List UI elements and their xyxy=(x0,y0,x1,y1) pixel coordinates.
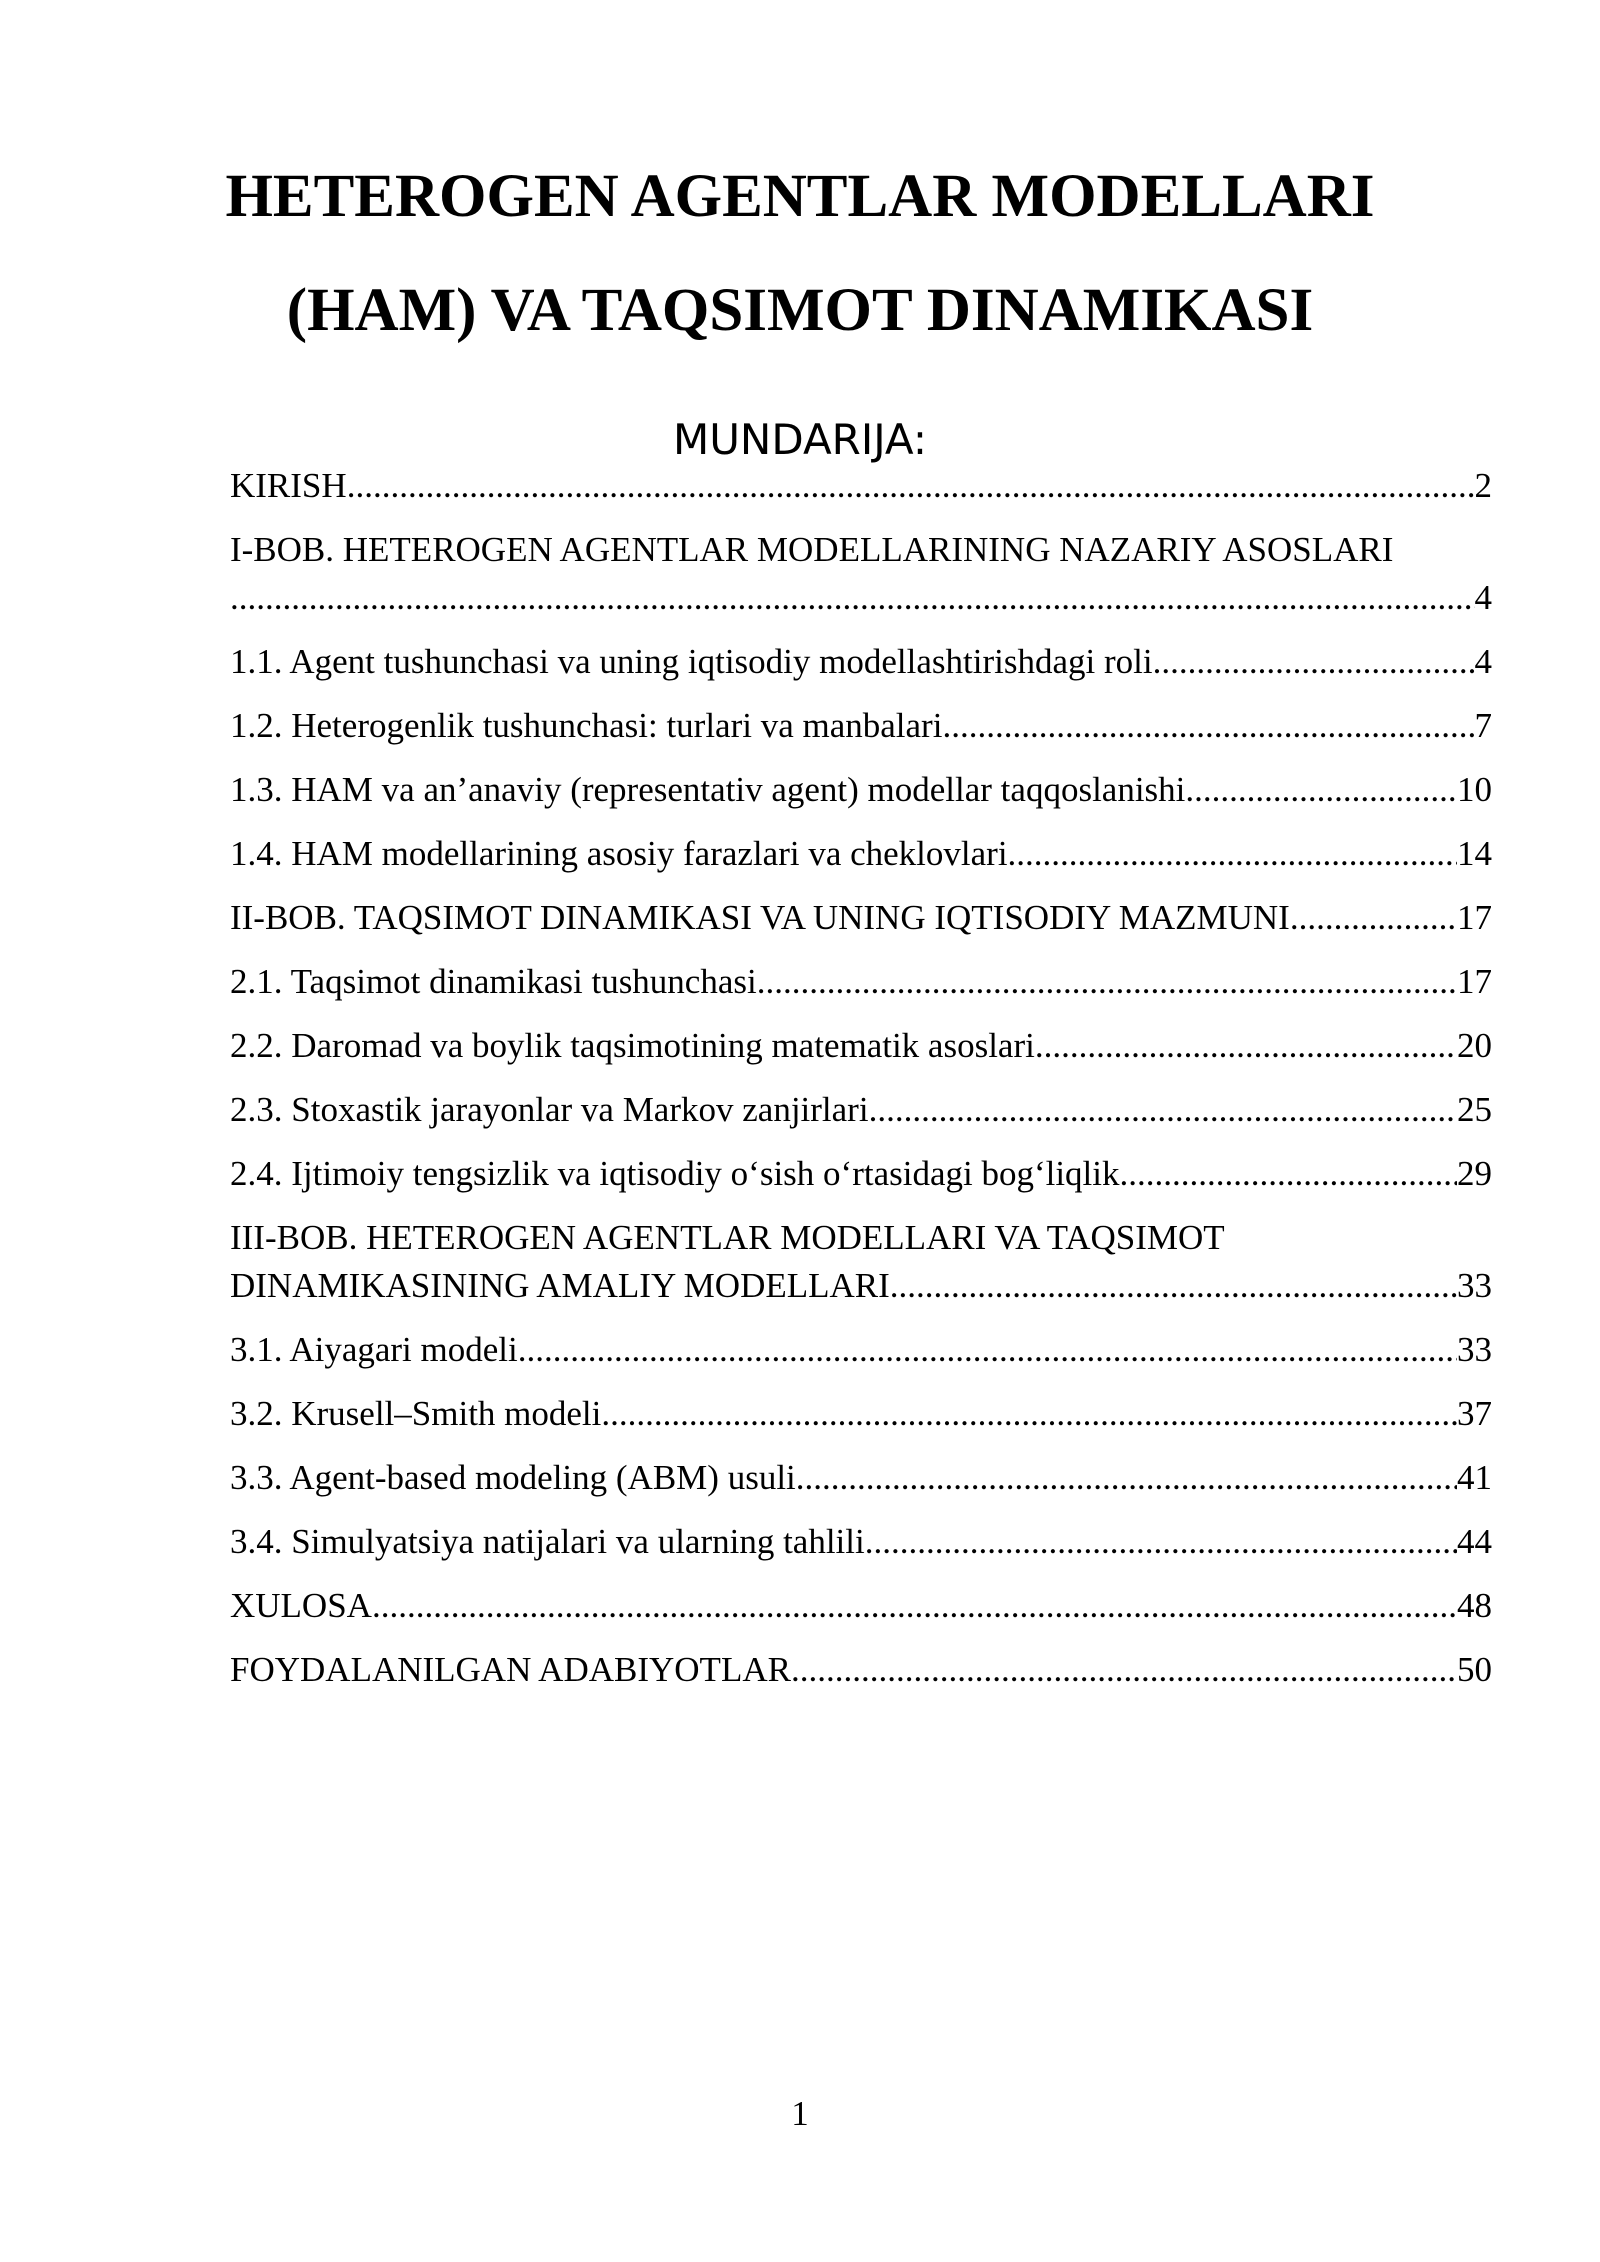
toc-entry-page: 37 xyxy=(1457,1394,1492,1433)
toc-leader-dots xyxy=(869,1086,1457,1134)
toc-entry-label: II-BOB. TAQSIMOT DINAMIKASI VA UNING IQTISODIY MAZMUNI xyxy=(230,898,1290,937)
toc-entry-label: 2.2. Daromad va boylik taqsimotining matematik asoslari xyxy=(230,1026,1035,1065)
toc-leader-dots xyxy=(890,1262,1457,1310)
toc-entry-page: 33 xyxy=(1457,1266,1492,1305)
title-line-2: (HAM) VA TAQSIMOT DINAMIKASI xyxy=(286,277,1314,344)
toc-leader-dots xyxy=(1035,1022,1457,1070)
toc-entry-3-1[interactable] xyxy=(230,1326,1492,1374)
toc-entry-2-2[interactable] xyxy=(230,1022,1492,1070)
toc-entry-label: 3.2. Krusell–Smith modeli xyxy=(230,1394,602,1433)
toc-entry-page: 20 xyxy=(1457,1026,1492,1065)
toc-entry-2-1[interactable] xyxy=(230,958,1492,1006)
toc-entry-3-4[interactable] xyxy=(230,1518,1492,1566)
toc-leader-dots xyxy=(601,1390,1457,1438)
toc-entry-bob-1[interactable] xyxy=(230,526,1492,622)
toc-entry-label: XULOSA xyxy=(230,1586,372,1625)
toc-entry-label: 1.1. Agent tushunchasi va uning iqtisodiy modellashtirishdagi roli xyxy=(230,642,1153,681)
toc-entry-page: 14 xyxy=(1457,834,1492,873)
toc-leader-dots xyxy=(942,702,1474,750)
toc-entry-page: 50 xyxy=(1457,1650,1492,1689)
toc-entry-adabiyotlar[interactable] xyxy=(230,1646,1492,1694)
toc-entry-bob-3[interactable] xyxy=(230,1214,1492,1310)
toc-entry-label: 2.4. Ijtimoiy tengsizlik va iqtisodiy oʻsish oʻrtasidagi bogʻliqlik xyxy=(230,1154,1120,1193)
toc-entry-label: 3.3. Agent-based modeling (ABM) usuli xyxy=(230,1458,796,1497)
toc-entry-label-line-1: III-BOB. HETEROGEN AGENTLAR MODELLARI VA TAQSIMOT xyxy=(230,1218,1225,1257)
toc-entry-label: 3.4. Simulyatsiya natijalari va ularning tahlili xyxy=(230,1522,865,1561)
toc-entry-2-3[interactable] xyxy=(230,1086,1492,1134)
toc-entry-page: 17 xyxy=(1457,898,1492,937)
toc-entry-label: 2.3. Stoxastik jarayonlar va Markov zanjirlari xyxy=(230,1090,869,1129)
toc-entry-3-3[interactable] xyxy=(230,1454,1492,1502)
toc-entry-1-1[interactable] xyxy=(230,638,1492,686)
toc-entry-1-3[interactable] xyxy=(230,766,1492,814)
page-number: 1 xyxy=(791,2094,809,2133)
toc-entry-page: 48 xyxy=(1457,1586,1492,1625)
toc-entry-1-2[interactable] xyxy=(230,702,1492,750)
toc-entry-2-4[interactable] xyxy=(230,1150,1492,1198)
toc-entry-label: 3.1. Aiyagari modeli xyxy=(230,1330,518,1369)
toc-entry-page: 4 xyxy=(1474,642,1492,681)
document-title xyxy=(0,140,1600,368)
toc-leader-dots xyxy=(347,462,1475,510)
toc-leader-dots xyxy=(757,958,1457,1006)
toc-entry-1-4[interactable] xyxy=(230,830,1492,878)
toc-leader-dots xyxy=(791,1646,1457,1694)
toc-entry-kirish[interactable] xyxy=(230,462,1492,510)
toc-entry-page: 29 xyxy=(1457,1154,1492,1193)
toc-entry-label: I-BOB. HETEROGEN AGENTLAR MODELLARINING NAZARIY ASOSLARI xyxy=(230,530,1394,569)
toc-entry-xulosa[interactable] xyxy=(230,1582,1492,1630)
toc-entry-bob-2[interactable] xyxy=(230,894,1492,942)
toc-entry-label: 1.2. Heterogenlik tushunchasi: turlari va manbalari xyxy=(230,706,943,745)
toc-entry-page: 2 xyxy=(1474,466,1492,505)
toc-entry-page: 25 xyxy=(1457,1090,1492,1129)
toc-leader-dots xyxy=(1185,766,1457,814)
toc-entry-page: 7 xyxy=(1474,706,1492,745)
toc-entry-label-line-2: DINAMIKASINING AMALIY MODELLARI xyxy=(230,1266,890,1305)
title-line-1: HETEROGEN AGENTLAR MODELLARI xyxy=(225,163,1375,230)
toc-heading: MUNDARIJA: xyxy=(672,415,928,464)
toc-leader-dots xyxy=(372,1582,1457,1630)
toc-entry-label: 2.1. Taqsimot dinamikasi tushunchasi xyxy=(230,962,757,1001)
toc-entry-page: 4 xyxy=(1474,578,1492,617)
toc-leader-dots xyxy=(1120,1150,1457,1198)
toc-entry-page: 17 xyxy=(1457,962,1492,1001)
toc-entry-page: 41 xyxy=(1457,1458,1492,1497)
toc-leader-dots xyxy=(230,574,1475,622)
toc-leader-dots xyxy=(796,1454,1457,1502)
toc-leader-dots xyxy=(518,1326,1457,1374)
toc-entry-page: 33 xyxy=(1457,1330,1492,1369)
toc-entry-label: FOYDALANILGAN ADABIYOTLAR xyxy=(230,1650,791,1689)
toc-entry-label: KIRISH xyxy=(230,466,347,505)
toc-leader-dots xyxy=(1290,894,1457,942)
table-of-contents xyxy=(230,462,1492,1710)
toc-entry-label: 1.4. HAM modellarining asosiy farazlari va cheklovlari xyxy=(230,834,1008,873)
toc-entry-label: 1.3. HAM va an’anaviy (representativ agent) modellar taqqoslanishi xyxy=(230,770,1186,809)
toc-entry-3-2[interactable] xyxy=(230,1390,1492,1438)
toc-leader-dots xyxy=(865,1518,1457,1566)
toc-entry-page: 44 xyxy=(1457,1522,1492,1561)
toc-leader-dots xyxy=(1008,830,1457,878)
toc-entry-page: 10 xyxy=(1457,770,1492,809)
toc-leader-dots xyxy=(1153,638,1475,686)
